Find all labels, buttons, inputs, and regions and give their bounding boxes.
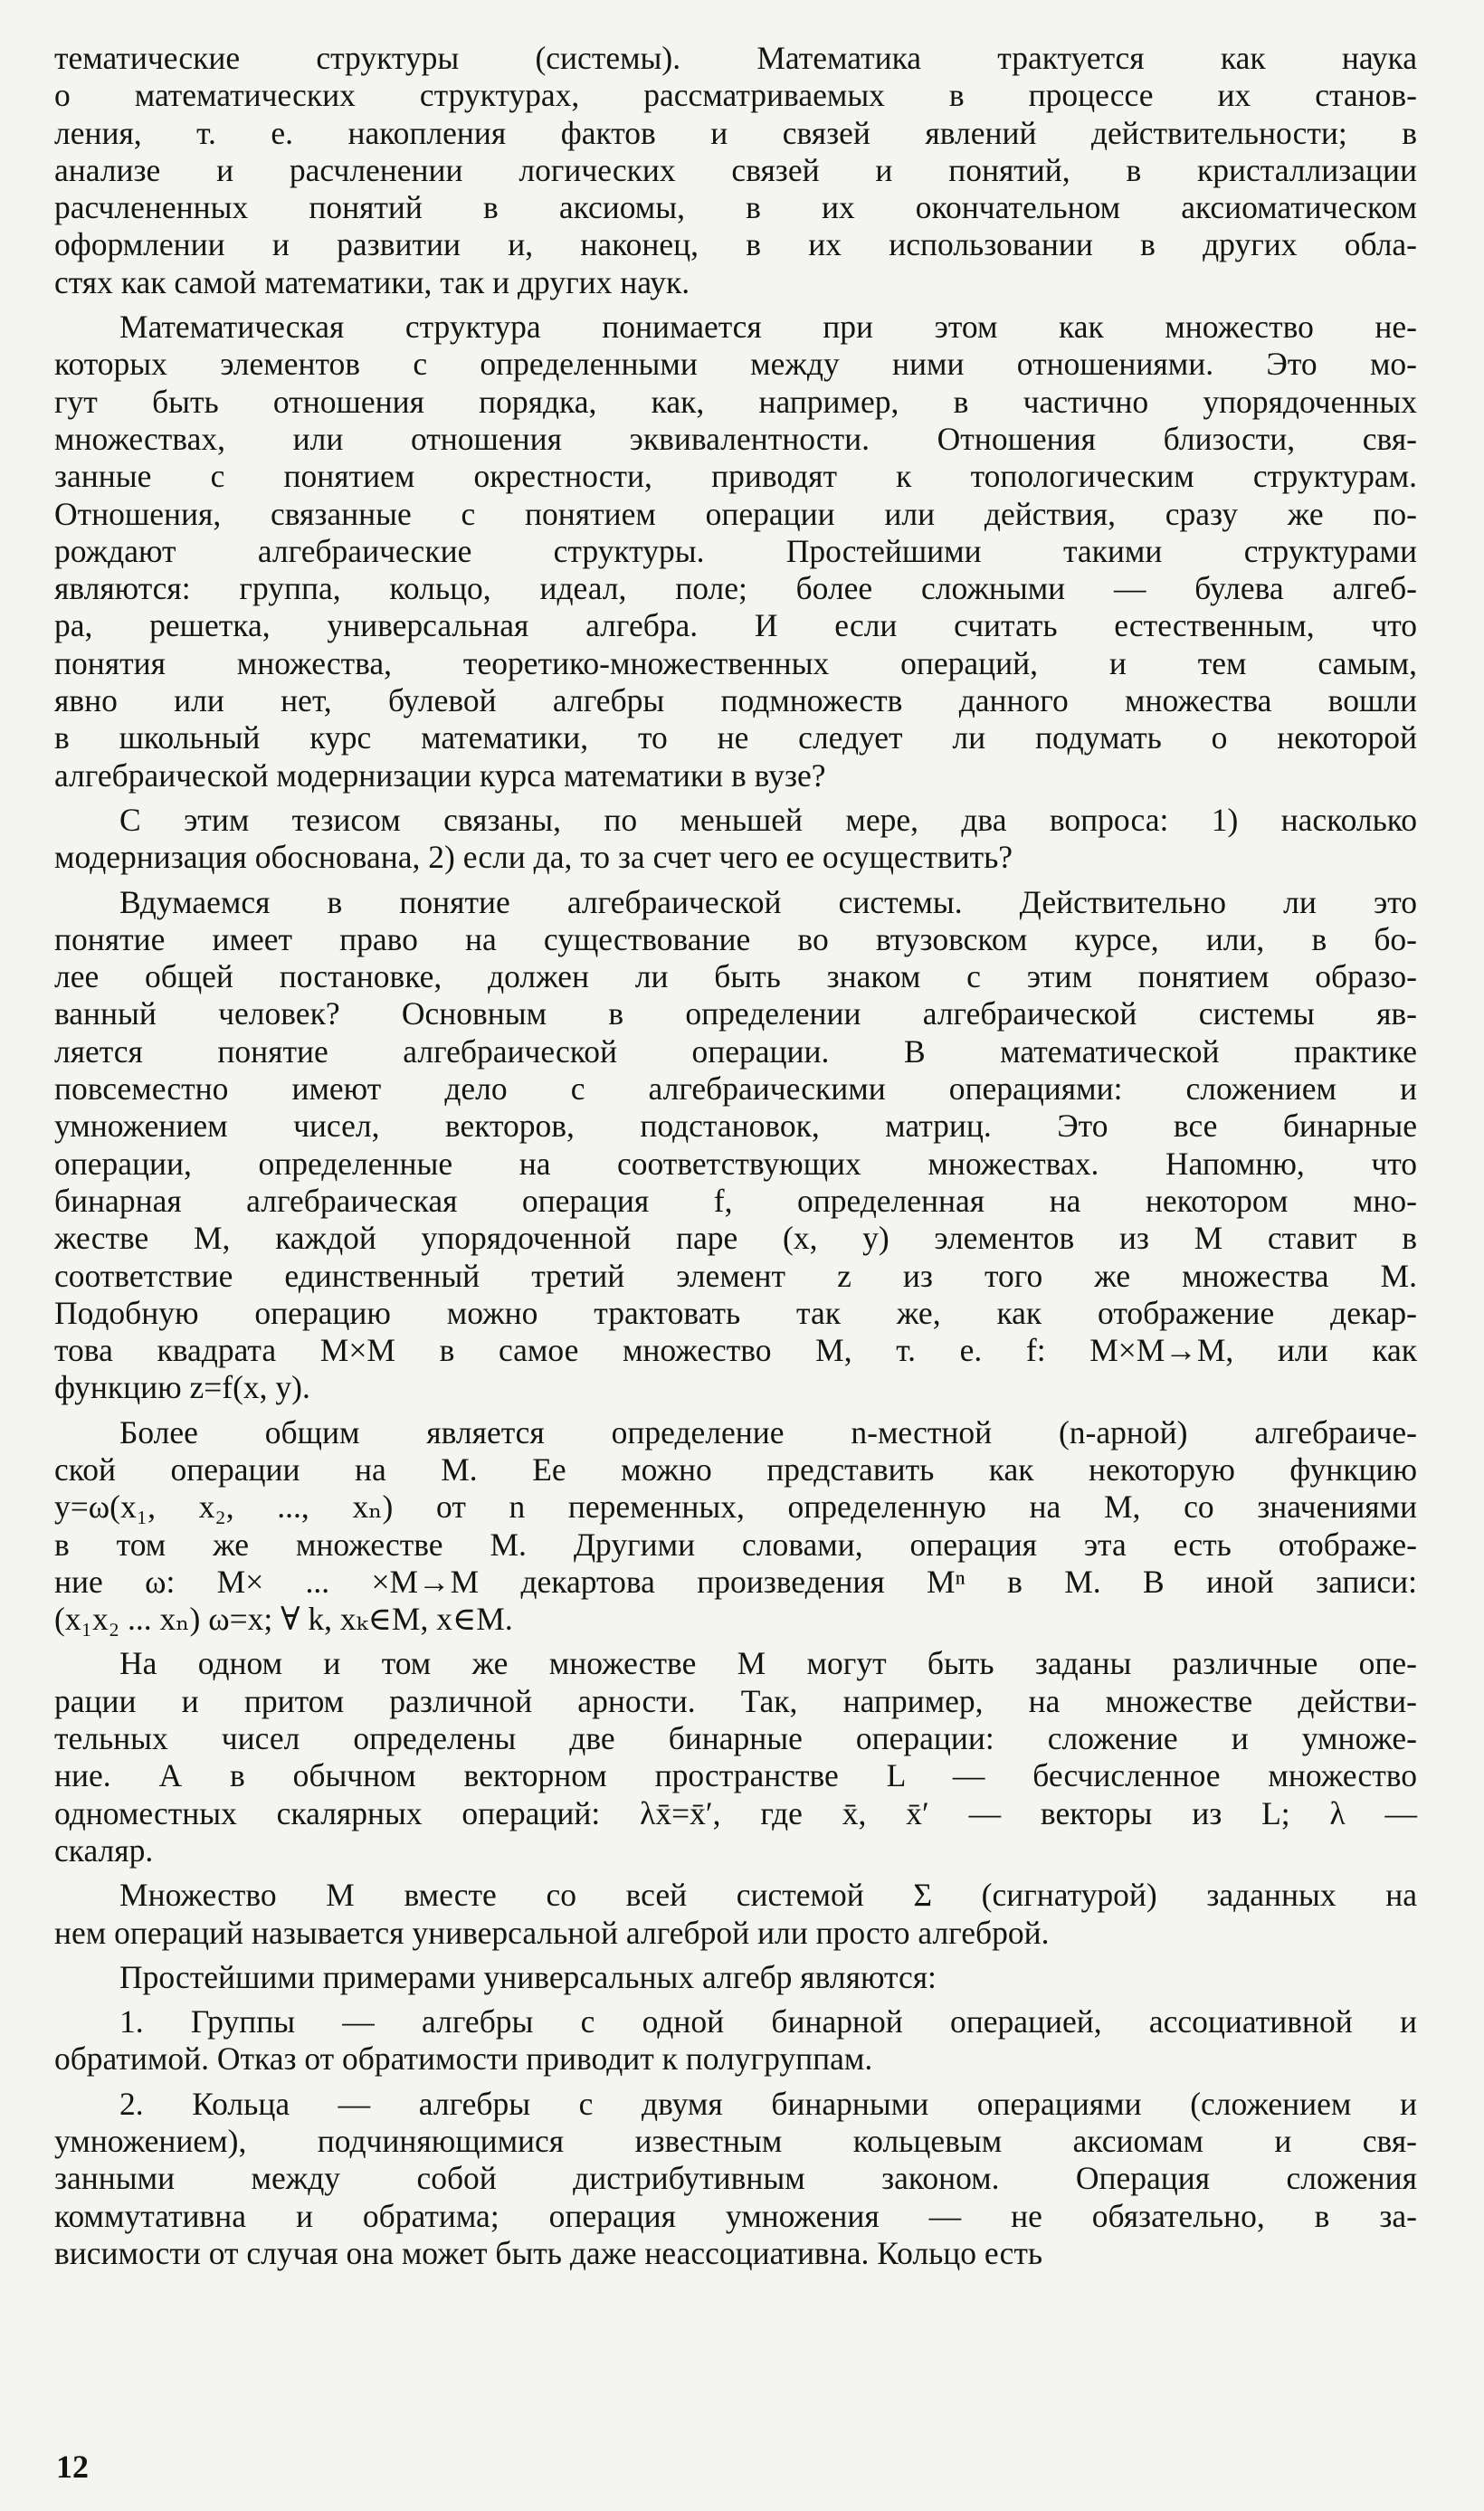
paragraph — [54, 40, 1417, 301]
text-line: рации и притом различной арности. Так, например, на множестве действи- — [54, 1682, 1417, 1719]
text-line: операции, определенные на соответствующих множествах. Напомню, что — [54, 1145, 1417, 1182]
text-line: нем операций называется универсальной алгеброй или просто алгеброй. — [54, 1914, 1050, 1951]
text-line: С этим тезисом связаны, по меньшей мере, два вопроса: 1) насколько — [119, 801, 1417, 838]
text-line: одноместных скалярных операций: λx̄=x̄′, где x̄, x̄′ — векторы из L; λ — — [54, 1794, 1417, 1831]
text-line: понятие имеет право на существование во втузовском курсе, или, в бо- — [54, 920, 1417, 957]
text-line: Подобную операцию можно трактовать так же, как отображение декар- — [54, 1294, 1417, 1331]
text-line: Множество M вместе со всей системой Σ (сигнатурой) заданных на — [119, 1877, 1417, 1914]
text-line: 1. Группы — алгебры с одной бинарной операцией, ассоциативной и — [119, 2003, 1417, 2040]
text-line: оформлении и развитии и, наконец, в их использовании в других обла- — [54, 226, 1417, 263]
text-line: являются: группа, кольцо, идеал, поле; более сложными — булева алгеб- — [54, 570, 1417, 607]
text-line: жестве M, каждой упорядоченной паре (x, y) элементов из M ставит в — [54, 1220, 1417, 1257]
text-line: в школьный курс математики, то не следует ли подумать о некоторой — [54, 719, 1417, 756]
text-line: тематические структуры (системы). Математика трактуется как наука — [54, 40, 1417, 76]
text-line: понятия множества, теоретико-множественных операций, и тем самым, — [54, 644, 1417, 681]
text-line: (x₁x₂ ... xₙ) ω=x; ∀ k, xₖ∈M, x∈M. — [54, 1601, 513, 1638]
text-line: множествах, или отношения эквивалентности. Отношения близости, свя- — [54, 420, 1417, 457]
text-line: това квадрата M×M в самое множество M, т. е. f: M×M→M, или как — [54, 1332, 1417, 1369]
text-line: повсеместно имеют дело с алгебраическими операциями: сложением и — [54, 1070, 1417, 1108]
page-number: 12 — [56, 2449, 89, 2485]
text-line: y=ω(x₁, x₂, ..., xₙ) от n переменных, определенную на M, со значениями — [54, 1489, 1417, 1526]
text-line: 2. Кольца — алгебры с двумя бинарными операциями (сложением и — [119, 2085, 1417, 2122]
paragraph — [54, 802, 1417, 877]
text-line: ние. А в обычном векторном пространстве L — бесчисленное множество — [54, 1757, 1417, 1794]
paragraph — [54, 1414, 1417, 1639]
paragraph — [54, 1877, 1417, 1952]
text-line: стях как самой математики, так и других наук. — [54, 263, 690, 300]
text-line: лее общей постановке, должен ли быть знаком с этим понятием образо- — [54, 958, 1417, 995]
text-line: алгебраической модернизации курса математики в вузе? — [54, 756, 826, 794]
text-line: занные с понятием окрестности, приводят к топологическим структурам. — [54, 458, 1417, 495]
text-line: На одном и том же множестве M могут быть заданы различные опе- — [119, 1645, 1417, 1682]
paragraph — [54, 1645, 1417, 1869]
text-line: ние ω: M× ... ×M→M декартова произведения Mⁿ в M. В иной записи: — [54, 1563, 1417, 1600]
text-line: умножением), подчиняющимися известным кольцевым аксиомам и свя- — [54, 2123, 1417, 2160]
text-line: висимости от случая она может быть даже неассоциативна. Кольцо есть — [54, 2234, 1043, 2271]
text-line: Простейшими примерами универсальных алгебр являются: — [119, 1958, 937, 1995]
text-line: обратимой. Отказ от обратимости приводит к полугруппам. — [54, 2040, 873, 2078]
paragraph — [54, 1959, 1417, 1996]
text-line: Математическая структура понимается при этом как множество не- — [119, 309, 1417, 346]
paragraph — [54, 884, 1417, 1407]
text-line: ской операции на M. Ее можно представить как некоторую функцию — [54, 1450, 1417, 1488]
paragraph — [54, 2003, 1417, 2078]
text-line: в том же множестве M. Другими словами, операция эта есть отображе- — [54, 1526, 1417, 1563]
text-line: о математических структурах, рассматриваемых в процессе их станов- — [54, 77, 1417, 114]
text-line: которых элементов с определенными между ними отношениями. Это мо- — [54, 346, 1417, 383]
text-line: скаляр. — [54, 1831, 154, 1869]
text-line: ления, т. е. накопления фактов и связей явлений действительности; в — [54, 114, 1417, 151]
text-line: модернизация обоснована, 2) если да, то за счет чего ее осуществить? — [54, 839, 1013, 876]
text-line: Вдумаемся в понятие алгебраической системы. Действительно ли это — [119, 883, 1417, 920]
text-line: гут быть отношения порядка, как, например, в частично упорядоченных — [54, 383, 1417, 420]
text-line: ра, решетка, универсальная алгебра. И если считать естественным, что — [54, 607, 1417, 644]
text-line: соответствие единственный третий элемент z из того же множества M. — [54, 1257, 1417, 1294]
text-line: анализе и расчленении логических связей и понятий, в кристаллизации — [54, 151, 1417, 188]
text-line: рождают алгебраические структуры. Простейшими такими структурами — [54, 532, 1417, 569]
text-line: бинарная алгебраическая операция f, определенная на некотором мно- — [54, 1182, 1417, 1219]
text-line: явно или нет, булевой алгебры подмножеств данного множества вошли — [54, 682, 1417, 719]
text-body — [54, 40, 1417, 2272]
paragraph — [54, 2086, 1417, 2272]
paragraph — [54, 309, 1417, 794]
text-line: занными между собой дистрибутивным законом. Операция сложения — [54, 2160, 1417, 2197]
text-line: ванный человек? Основным в определении алгебраической системы яв- — [54, 995, 1417, 1032]
text-line: умножением чисел, векторов, подстановок, матриц. Это все бинарные — [54, 1108, 1417, 1145]
text-line: функцию z=f(x, y). — [54, 1369, 310, 1406]
text-line: Более общим является определение n-местной (n-арной) алгебраиче- — [119, 1413, 1417, 1450]
text-line: Отношения, связанные с понятием операции или действия, сразу же по- — [54, 495, 1417, 532]
text-line: ляется понятие алгебраической операции. В математической практике — [54, 1032, 1417, 1070]
text-line: тельных чисел определены две бинарные операции: сложение и умноже- — [54, 1720, 1417, 1757]
text-line: расчлененных понятий в аксиомы, в их окончательном аксиоматическом — [54, 189, 1417, 226]
text-line: коммутативна и обратима; операция умножения — не обязательно, в за- — [54, 2197, 1417, 2234]
